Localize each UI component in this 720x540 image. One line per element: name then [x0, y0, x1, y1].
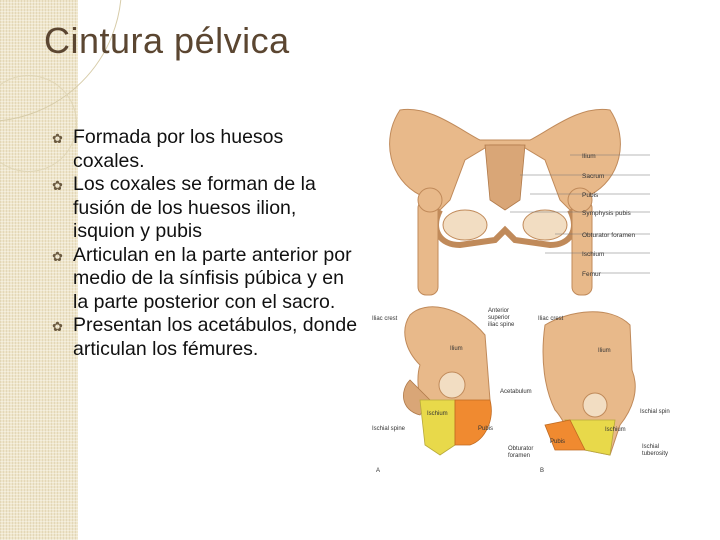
label-ischium-b: Ischium	[605, 427, 626, 433]
bullet-item	[50, 173, 360, 244]
bullet-list	[50, 126, 360, 361]
label-iliac-spine-a: iliac spine	[488, 322, 515, 328]
label-ischium-a: Ischium	[427, 411, 448, 417]
hip-bone-medial-view	[538, 312, 670, 474]
bullet-item	[50, 244, 360, 315]
slide-title: Cintura pélvica	[44, 20, 290, 61]
bullet-text: Articulan en la parte anterior por medio de la sínfisis púbica y en la parte posterior con el sacro.	[73, 243, 352, 313]
label-pubis-a: Pubis	[478, 426, 494, 432]
hip-bone-lateral-view	[372, 307, 533, 474]
pelvis-anterior-view	[390, 109, 650, 295]
label-symphysis-pubis: Symphysis pubis	[582, 210, 631, 217]
pelvis-anatomy-figure	[370, 100, 670, 480]
label-ischium: Ischium	[582, 251, 605, 258]
label-ilium: Ilium	[582, 153, 596, 160]
label-pubis-b: Pubis	[550, 439, 566, 445]
label-tuberosity-b: tuberosity	[642, 451, 669, 457]
label-ischial-spine-b: Ischial spine	[640, 409, 670, 415]
label-ilium-b: Ilium	[598, 348, 611, 354]
bullet-text: Los coxales se forman de la fusión de los huesos ilion, isquion y pubis	[73, 173, 316, 242]
label-acetabulum: Acetabulum	[500, 389, 532, 395]
label-obturator-a: Obturator	[508, 446, 534, 452]
label-foramen-a: foramen	[508, 453, 531, 459]
label-obturator-foramen: Obturator foramen	[582, 232, 636, 239]
pelvis-illustration	[370, 100, 670, 480]
label-pubis: Pubis	[582, 192, 599, 199]
label-iliac-crest-b: Iliac crest	[538, 316, 564, 322]
label-anterior-a: Anterior	[488, 308, 510, 314]
label-ischial-b: Ischial	[642, 444, 660, 450]
label-sacrum: Sacrum	[582, 173, 605, 180]
label-femur: Femur	[582, 271, 601, 278]
book-icon: ✿	[52, 178, 63, 193]
label-ilium-a: Ilium	[450, 346, 463, 352]
label-iliac-crest-a: Iliac crest	[372, 316, 398, 322]
book-icon: ✿	[52, 248, 63, 264]
label-ischial-spine-a: Ischial spine	[372, 426, 406, 432]
bullet-item	[50, 126, 360, 173]
bullet-text: Presentan los acetábulos, donde articulan los fémures.	[73, 314, 358, 360]
label-superior-a: superior	[488, 315, 510, 321]
bullet-item	[50, 314, 360, 361]
book-icon: ✿	[52, 319, 63, 334]
panel-label-a: A	[376, 468, 381, 474]
panel-label-b: B	[540, 468, 545, 474]
bullet-text: Formada por los huesos coxales.	[73, 126, 284, 172]
book-icon: ✿	[52, 131, 63, 146]
